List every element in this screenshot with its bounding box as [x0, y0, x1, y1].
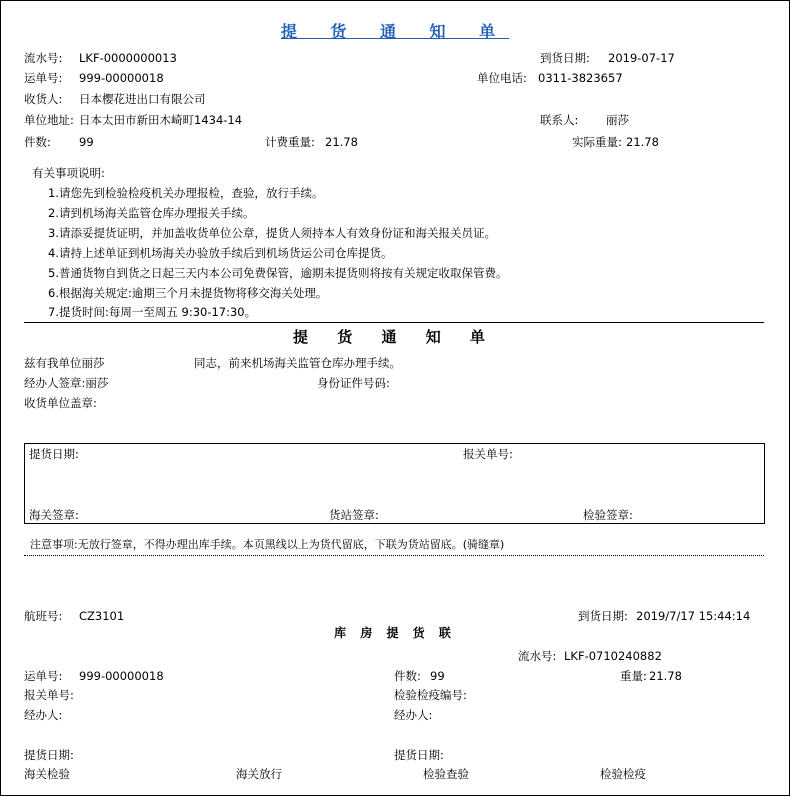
wh-waybill-label: 运单号: — [24, 669, 63, 683]
handler-signature: 经办人签章:丽莎 — [24, 376, 109, 390]
charge-weight-value: 21.78 — [325, 135, 358, 149]
wh-serial-label: 流水号: — [518, 649, 557, 663]
unit-stamp-label: 收货单位盖章: — [24, 396, 97, 410]
wh-inspection-no-label: 检验检疫编号: — [394, 688, 467, 702]
serial-label: 流水号: — [24, 51, 63, 65]
instruction-item: 5.普通货物自到货之日起三天内本公司免费保管，逾期未提货则将按有关规定收取保管费。 — [48, 266, 508, 280]
wh-pickup-left: 提货日期: — [24, 748, 74, 762]
actual-weight-label: 实际重量: — [572, 135, 622, 149]
instruction-item: 7.提货时间:每周一至周五 9:30-17:30。 — [48, 305, 257, 319]
perforation-line — [24, 555, 764, 556]
note-text: 注意事项:无放行签章，不得办理出库手续。本页黑线以上为货代留底，下联为货站留底。(骑缝章) — [30, 538, 505, 551]
wh-weight-label: 重量: — [620, 669, 647, 683]
station-stamp-label: 货站签章: — [329, 508, 379, 522]
address-label: 单位地址: — [24, 113, 74, 127]
phone-value: 0311-3823657 — [538, 71, 623, 85]
instruction-item: 3.请添妥提货证明，并加盖收货单位公章，提货人须持本人有效身份证和海关报关员证。 — [48, 226, 496, 240]
wh-serial-value: LKF-0710240882 — [564, 649, 662, 663]
pieces-label: 件数: — [24, 135, 51, 149]
charge-weight-label: 计费重量: — [265, 135, 315, 149]
wh-arrival-value: 2019/7/17 15:44:14 — [636, 609, 751, 623]
contact-value: 丽莎 — [606, 113, 629, 127]
wh-pickup-right: 提货日期: — [394, 748, 444, 762]
contact-label: 联系人: — [540, 113, 579, 127]
arrival-date-value: 2019-07-17 — [608, 51, 675, 65]
instruction-item: 1.请您先到检验检疫机关办理报检，查验，放行手续。 — [48, 186, 324, 200]
actual-weight-value: 21.78 — [626, 135, 659, 149]
auth-title: 提 货 通 知 单 — [293, 328, 497, 346]
serial-value: LKF-0000000013 — [79, 51, 177, 65]
wh-pieces-value: 99 — [430, 669, 445, 683]
wh-customs-no-label: 报关单号: — [24, 688, 74, 702]
wh-customs-check: 海关检验 — [24, 767, 70, 781]
waybill-value: 999-00000018 — [79, 71, 164, 85]
warehouse-title: 库 房 提 货 联 — [334, 626, 456, 640]
wh-handler-left: 经办人: — [24, 708, 63, 722]
notice-title: 提 货 通 知 单 — [280, 22, 510, 41]
signature-box — [24, 443, 765, 524]
wh-arrival-label: 到货日期: — [578, 609, 628, 623]
wh-waybill-value: 999-00000018 — [79, 669, 164, 683]
consignee-value: 日本樱花进出口有限公司 — [79, 92, 206, 106]
address-value: 日本太田市新田木崎町1434-14 — [79, 113, 243, 127]
consignee-label: 收货人: — [24, 92, 63, 106]
inspection-stamp-label: 检验签章: — [583, 508, 633, 522]
pieces-value: 99 — [79, 135, 94, 149]
instructions-heading: 有关事项说明: — [32, 166, 105, 180]
arrival-date-label: 到货日期: — [540, 51, 590, 65]
id-number-label: 身份证件号码: — [317, 376, 390, 390]
pickup-date-label: 提货日期: — [29, 447, 79, 461]
flight-value: CZ3101 — [79, 609, 125, 623]
cut-line — [24, 322, 764, 323]
wh-handler-right: 经办人: — [394, 708, 433, 722]
auth-line1-suffix: 同志，前来机场海关监管仓库办理手续。 — [194, 356, 401, 370]
waybill-label: 运单号: — [24, 71, 63, 85]
auth-line1-prefix: 兹有我单位丽莎 — [24, 356, 105, 370]
instruction-item: 2.请到机场海关监管仓库办理报关手续。 — [48, 206, 255, 220]
wh-weight-value: 21.78 — [649, 669, 682, 683]
wh-customs-release: 海关放行 — [236, 767, 282, 781]
wh-pieces-label: 件数: — [394, 669, 421, 683]
phone-label: 单位电话: — [477, 71, 527, 85]
customs-stamp-label: 海关签章: — [29, 508, 79, 522]
instruction-item: 4.请持上述单证到机场海关办验放手续后到机场货运公司仓库提货。 — [48, 246, 393, 260]
wh-inspection-check: 检验查验 — [423, 767, 469, 781]
flight-label: 航班号: — [24, 609, 63, 623]
instruction-item: 6.根据海关规定:逾期三个月未提货物将移交海关处理。 — [48, 286, 328, 300]
customs-no-label: 报关单号: — [463, 447, 513, 461]
wh-quarantine-check: 检验检疫 — [600, 767, 646, 781]
